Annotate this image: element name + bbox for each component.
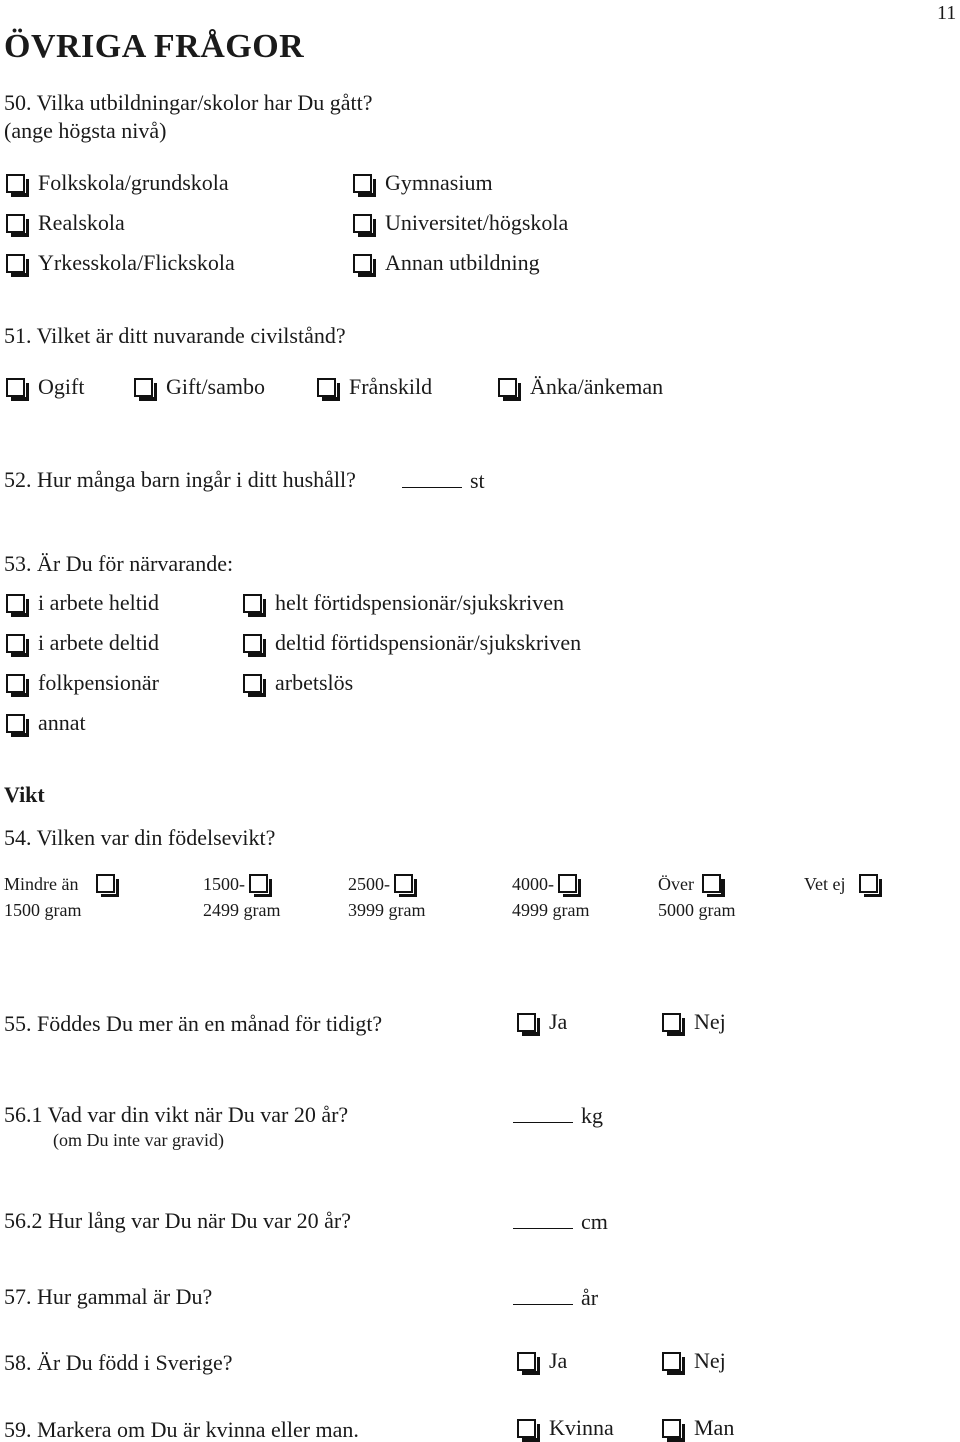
checkbox-icon[interactable] <box>517 1419 536 1438</box>
question-56-2: 56.2 Hur lång var Du när Du var 20 år? <box>4 1208 351 1233</box>
checkbox-icon[interactable] <box>249 874 268 893</box>
option-arbete-deltid[interactable]: i arbete deltid <box>6 632 159 654</box>
option-realskola[interactable]: Realskola <box>6 212 125 234</box>
option-gift-sambo[interactable]: Gift/sambo <box>134 376 265 398</box>
checkbox-icon[interactable] <box>6 594 25 613</box>
option-folkpensionar[interactable]: folkpensionär <box>6 672 159 694</box>
checkbox-icon[interactable] <box>353 254 372 273</box>
option-helt-fortidspensionar[interactable]: helt förtidspensionär/sjukskriven <box>243 592 564 614</box>
answer-line[interactable] <box>513 1210 573 1229</box>
option-franskild[interactable]: Frånskild <box>317 376 432 398</box>
weight-option-2500-3999[interactable]: 2500- 3999 gram <box>348 873 426 920</box>
question-56-1: 56.1 Vad var din vikt när Du var 20 år? <box>4 1102 349 1127</box>
checkbox-icon[interactable] <box>394 874 413 893</box>
question-54: 54. Vilken var din födelsevikt? <box>4 825 276 850</box>
question-52: 52. Hur många barn ingår i ditt hushåll? <box>4 467 356 492</box>
checkbox-icon[interactable] <box>6 674 25 693</box>
option-58-ja[interactable]: Ja <box>517 1350 567 1372</box>
checkbox-icon[interactable] <box>353 214 372 233</box>
question-51: 51. Vilket är ditt nuvarande civilstånd? <box>4 323 346 348</box>
answer-57[interactable]: år <box>513 1286 598 1309</box>
checkbox-icon[interactable] <box>558 874 577 893</box>
checkbox-icon[interactable] <box>317 378 336 397</box>
answer-56-1[interactable]: kg <box>513 1104 603 1127</box>
question-50: 50. Vilka utbildningar/skolor har Du gått? <box>4 90 373 115</box>
option-55-nej[interactable]: Nej <box>662 1011 726 1033</box>
option-59-man[interactable]: Man <box>662 1417 734 1439</box>
option-59-kvinna[interactable]: Kvinna <box>517 1417 614 1439</box>
answer-line[interactable] <box>513 1286 573 1305</box>
checkbox-icon[interactable] <box>517 1352 536 1371</box>
checkbox-icon[interactable] <box>6 714 25 733</box>
weight-option-under-1500[interactable]: Mindre än 1500 gram <box>4 874 115 919</box>
checkbox-icon[interactable] <box>134 378 153 397</box>
checkbox-icon[interactable] <box>859 874 878 893</box>
page-title: ÖVRIGA FRÅGOR <box>4 28 305 65</box>
weight-option-vet-ej[interactable]: Vet ej <box>804 874 878 901</box>
question-59: 59. Markera om Du är kvinna eller man. <box>4 1417 359 1442</box>
question-55: 55. Föddes Du mer än en månad för tidigt? <box>4 1011 383 1036</box>
checkbox-icon[interactable] <box>702 874 721 893</box>
checkbox-icon[interactable] <box>6 214 25 233</box>
question-58: 58. Är Du född i Sverige? <box>4 1350 233 1375</box>
option-yrkesskola[interactable]: Yrkesskola/Flickskola <box>6 252 235 274</box>
checkbox-icon[interactable] <box>6 174 25 193</box>
checkbox-icon[interactable] <box>353 174 372 193</box>
checkbox-icon[interactable] <box>662 1352 681 1371</box>
option-universitet[interactable]: Universitet/högskola <box>353 212 568 234</box>
option-annat[interactable]: annat <box>6 712 86 734</box>
checkbox-icon[interactable] <box>662 1419 681 1438</box>
option-gymnasium[interactable]: Gymnasium <box>353 172 493 194</box>
option-annan-utbildning[interactable]: Annan utbildning <box>353 252 540 274</box>
answer-line[interactable] <box>402 469 462 488</box>
question-50-hint: (ange högsta nivå) <box>4 118 167 143</box>
checkbox-icon[interactable] <box>662 1013 681 1032</box>
question-53: 53. Är Du för närvarande: <box>4 551 234 576</box>
question-56-1-hint: (om Du inte var gravid) <box>53 1130 224 1150</box>
checkbox-icon[interactable] <box>96 874 115 893</box>
section-title-vikt: Vikt <box>4 782 45 807</box>
checkbox-icon[interactable] <box>243 594 262 613</box>
checkbox-icon[interactable] <box>6 254 25 273</box>
checkbox-icon[interactable] <box>243 634 262 653</box>
option-arbetslos[interactable]: arbetslös <box>243 672 353 694</box>
weight-option-over-5000[interactable]: Över 5000 gram <box>658 873 736 920</box>
option-58-nej[interactable]: Nej <box>662 1350 726 1372</box>
answer-line[interactable] <box>513 1104 573 1123</box>
option-55-ja[interactable]: Ja <box>517 1011 567 1033</box>
option-deltid-fortidspensionar[interactable]: deltid förtidspensionär/sjukskriven <box>243 632 581 654</box>
checkbox-icon[interactable] <box>243 674 262 693</box>
checkbox-icon[interactable] <box>6 378 25 397</box>
weight-option-4000-4999[interactable]: 4000- 4999 gram <box>512 873 590 920</box>
checkbox-icon[interactable] <box>517 1013 536 1032</box>
weight-option-1500-2499[interactable]: 1500- 2499 gram <box>203 873 281 920</box>
page-number: 11 <box>937 2 957 24</box>
question-57: 57. Hur gammal är Du? <box>4 1284 213 1309</box>
option-arbete-heltid[interactable]: i arbete heltid <box>6 592 159 614</box>
option-anka[interactable]: Änka/änkeman <box>498 376 663 398</box>
answer-52[interactable]: st <box>402 469 485 492</box>
option-folkskola[interactable]: Folkskola/grundskola <box>6 172 229 194</box>
checkbox-icon[interactable] <box>498 378 517 397</box>
option-ogift[interactable]: Ogift <box>6 376 84 398</box>
answer-56-2[interactable]: cm <box>513 1210 608 1233</box>
checkbox-icon[interactable] <box>6 634 25 653</box>
